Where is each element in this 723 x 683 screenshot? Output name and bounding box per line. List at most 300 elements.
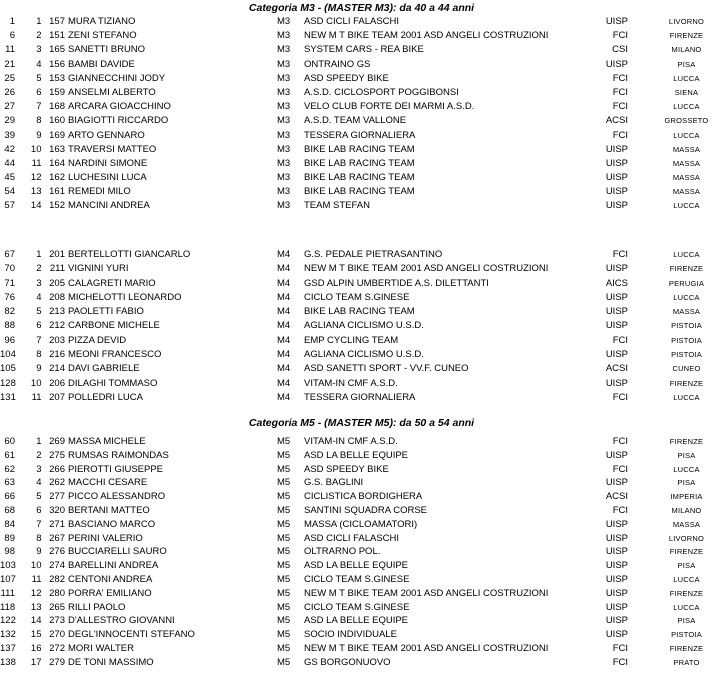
category-position: 2 [36, 263, 42, 275]
result-row [0, 335, 723, 349]
result-row [0, 491, 723, 505]
result-row [0, 602, 723, 616]
bib-number: 162 [49, 172, 65, 184]
overall-position: 84 [4, 518, 15, 530]
result-row [0, 30, 723, 44]
category-code: M5 [277, 629, 291, 641]
category-position: 9 [36, 546, 42, 558]
federation: FCI [612, 656, 628, 668]
rider-name: ARCARA GIOACCHINO [68, 101, 171, 113]
team-name: NEW M T BIKE TEAM 2001 ASD ANGELI COSTRUZIONI [304, 587, 549, 599]
category-code: M3 [277, 86, 291, 98]
city: MILANO [671, 45, 702, 55]
city: PISA [677, 478, 696, 488]
team-name: ASD LA BELLE EQUIPE [304, 449, 409, 461]
overall-position: 1 [9, 16, 15, 27]
overall-position: 45 [4, 172, 15, 184]
team-name: NEW M T BIKE TEAM 2001 ASD ANGELI COSTRUZIONI [304, 263, 549, 275]
city: FIRENZE [669, 437, 704, 446]
rider-name: BERTANI MATTEO [68, 504, 150, 516]
federation: UISP [605, 601, 628, 613]
overall-position: 39 [4, 129, 15, 141]
category-code: M3 [277, 143, 291, 155]
category-code: M3 [277, 101, 291, 113]
team-name: ASD CICLI FALASCHI [304, 16, 400, 27]
rider-name: NARDINI SIMONE [68, 157, 148, 169]
overall-position: 6 [9, 30, 15, 42]
bib-number: 266 [49, 463, 65, 475]
federation: UISP [605, 560, 628, 572]
category-code: M4 [277, 320, 291, 332]
category-code: M3 [277, 16, 291, 27]
federation: UISP [605, 320, 628, 332]
category-code: M3 [277, 172, 291, 184]
overall-position: 62 [4, 463, 15, 475]
rider-name: GIANNECCHINI JODY [68, 72, 166, 84]
rider-name: ANSELMI ALBERTO [68, 86, 156, 98]
city: FIRENZE [669, 31, 704, 41]
bib-number: 160 [49, 115, 65, 127]
category-code: M3 [277, 58, 291, 70]
city: PISA [677, 616, 696, 626]
overall-position: 76 [4, 291, 15, 303]
team-name: BIKE LAB RACING TEAM [304, 157, 415, 169]
federation: UISP [605, 263, 628, 275]
city: PRATO [673, 657, 700, 667]
city: GROSSETO [664, 116, 709, 126]
city: LUCCA [673, 250, 700, 259]
federation: UISP [605, 16, 628, 27]
rider-name: BARELLINI ANDREA [68, 560, 159, 572]
city: PISA [677, 561, 696, 571]
overall-position: 29 [4, 115, 15, 127]
overall-position: 27 [4, 101, 15, 113]
category-code: M5 [277, 504, 291, 516]
city: PISTOIA [671, 321, 702, 331]
city: FIRENZE [669, 588, 704, 598]
category-position: 6 [36, 504, 42, 516]
rider-name: PICCO ALESSANDRO [68, 491, 166, 503]
bib-number: 151 [49, 30, 65, 42]
rider-name: BIAGIOTTI RICCARDO [68, 115, 169, 127]
overall-position: 96 [4, 334, 15, 346]
team-name: NEW M T BIKE TEAM 2001 ASD ANGELI COSTRUZIONI [304, 642, 549, 654]
federation: AICS [605, 277, 628, 289]
federation: UISP [605, 546, 628, 558]
category-position: 6 [36, 86, 42, 98]
bib-number: 270 [49, 629, 65, 641]
bib-number: 280 [49, 587, 65, 599]
city: LUCCA [673, 392, 700, 402]
category-position: 17 [30, 656, 42, 668]
federation: UISP [605, 200, 628, 212]
overall-position: 128 [0, 377, 16, 389]
category-position: 7 [36, 101, 42, 113]
category-code: M4 [277, 363, 291, 375]
city: LIVORNO [668, 17, 705, 26]
category-code: M5 [277, 560, 291, 572]
team-name: TESSERA GIORNALIERA [304, 391, 416, 403]
federation: ACSI [605, 491, 628, 503]
overall-position: 67 [4, 249, 15, 260]
team-name: CICLO TEAM S.GINESE [304, 291, 410, 303]
bib-number: 168 [49, 101, 65, 113]
result-row [0, 115, 723, 129]
category-position: 7 [36, 518, 42, 530]
category-position: 4 [36, 291, 42, 303]
category-position: 15 [30, 629, 42, 641]
result-row [0, 588, 723, 602]
federation: UISP [605, 349, 628, 361]
category-position: 16 [30, 642, 42, 654]
federation: CSI [612, 44, 628, 56]
result-row [0, 200, 723, 214]
bib-number: 152 [49, 200, 65, 212]
rider-name: MORI WALTER [68, 642, 134, 654]
category-code: M3 [277, 129, 291, 141]
category-code: M5 [277, 491, 291, 503]
result-row [0, 363, 723, 377]
rider-name: DE TONI MASSIMO [68, 656, 154, 668]
bib-number: 161 [49, 186, 65, 198]
overall-position: 63 [4, 477, 15, 489]
bib-number: 165 [49, 44, 65, 56]
result-row [0, 158, 723, 172]
overall-position: 88 [4, 320, 15, 332]
result-row [0, 44, 723, 58]
city: PISA [677, 59, 696, 69]
category-position: 13 [30, 601, 42, 613]
category-m4-rows [0, 249, 723, 406]
result-row [0, 477, 723, 491]
result-row [0, 378, 723, 392]
overall-position: 118 [0, 601, 16, 613]
city: LUCCA [673, 73, 700, 83]
category-code: M4 [277, 291, 291, 303]
overall-position: 61 [4, 449, 15, 461]
category-code: M3 [277, 72, 291, 84]
category-code: M5 [277, 477, 291, 489]
team-name: AGLIANA CICLISMO U.S.D. [304, 320, 424, 332]
rider-name: MACCHI CESARE [68, 477, 148, 489]
bib-number: 208 [49, 291, 65, 303]
federation: UISP [605, 449, 628, 461]
category-m3-rows [0, 16, 723, 215]
bib-number: 275 [49, 449, 65, 461]
team-name: BIKE LAB RACING TEAM [304, 306, 415, 318]
overall-position: 66 [4, 491, 15, 503]
city: LUCCA [673, 102, 700, 112]
federation: FCI [612, 249, 628, 260]
city: LUCCA [673, 464, 700, 474]
bib-number: 279 [49, 656, 65, 668]
federation: FCI [612, 334, 628, 346]
overall-position: 21 [4, 58, 15, 70]
overall-position: 104 [0, 349, 16, 361]
result-row [0, 643, 723, 657]
category-code: M5 [277, 546, 291, 558]
team-name: G.S. PEDALE PIETRASANTINO [304, 249, 443, 260]
team-name: MASSA (CICLOAMATORI) [304, 518, 418, 530]
result-row [0, 306, 723, 320]
category-position: 5 [36, 306, 42, 318]
overall-position: 122 [0, 615, 16, 627]
result-row [0, 560, 723, 574]
city: FIRENZE [669, 643, 704, 653]
category-position: 5 [36, 491, 42, 503]
category-position: 9 [36, 363, 42, 375]
team-name: ASD LA BELLE EQUIPE [304, 615, 409, 627]
category-code: M3 [277, 157, 291, 169]
category-code: M5 [277, 615, 291, 627]
team-name: SANTINI SQUADRA CORSE [304, 504, 427, 516]
overall-position: 137 [0, 642, 16, 654]
overall-position: 60 [4, 436, 15, 447]
federation: UISP [605, 306, 628, 318]
overall-position: 132 [0, 629, 16, 641]
category-m3-header: Categoria M3 - (MASTER M3): da 40 a 44 anni [248, 2, 475, 14]
city: PISTOIA [671, 335, 702, 345]
overall-position: 70 [4, 263, 15, 275]
bib-number: 277 [49, 491, 65, 503]
rider-name: DEGL'INNOCENTI STEFANO [68, 629, 195, 641]
rider-name: REMEDI MILO [68, 186, 131, 198]
rider-name: MASSA MICHELE [68, 436, 146, 447]
bib-number: 267 [49, 532, 65, 544]
city: PERUGIA [668, 278, 705, 288]
federation: UISP [605, 143, 628, 155]
federation: FCI [612, 129, 628, 141]
category-position: 4 [36, 58, 42, 70]
city: MASSA [672, 158, 701, 168]
category-code: M3 [277, 115, 291, 127]
city: LUCCA [673, 574, 700, 584]
federation: FCI [612, 30, 628, 42]
category-code: M4 [277, 391, 291, 403]
overall-position: 89 [4, 532, 15, 544]
bib-number: 320 [49, 504, 65, 516]
federation: UISP [605, 477, 628, 489]
team-name: BIKE LAB RACING TEAM [304, 172, 415, 184]
team-name: ONTRAINO GS [304, 58, 371, 70]
bib-number: 207 [49, 391, 65, 403]
category-m5-rows [0, 436, 723, 671]
team-name: AGLIANA CICLISMO U.S.D. [304, 349, 424, 361]
overall-position: 111 [0, 587, 15, 599]
category-position: 9 [36, 129, 42, 141]
category-code: M4 [277, 263, 291, 275]
result-row [0, 278, 723, 292]
result-row [0, 436, 723, 450]
rider-name: RUMSAS RAIMONDAS [68, 449, 169, 461]
category-code: M5 [277, 436, 291, 447]
result-row [0, 292, 723, 306]
bib-number: 214 [49, 363, 65, 375]
team-name: TEAM STEFAN [304, 200, 370, 212]
team-name: A.S.D. TEAM VALLONE [304, 115, 407, 127]
result-row [0, 320, 723, 334]
category-position: 7 [36, 334, 42, 346]
category-code: M4 [277, 277, 291, 289]
city: PISA [677, 450, 696, 460]
rider-name: ARTO GENNARO [68, 129, 145, 141]
overall-position: 42 [4, 143, 15, 155]
city: FIRENZE [669, 378, 704, 388]
category-position: 2 [36, 30, 42, 42]
result-row [0, 263, 723, 277]
bib-number: 159 [49, 86, 65, 98]
bib-number: 282 [49, 573, 65, 585]
category-position: 12 [30, 587, 42, 599]
category-position: 2 [36, 449, 42, 461]
bib-number: 265 [49, 601, 65, 613]
category-position: 14 [30, 200, 42, 212]
category-position: 1 [36, 249, 42, 260]
bib-number: 169 [49, 129, 65, 141]
city: MASSA [672, 519, 701, 529]
city: MASSA [672, 173, 701, 183]
result-row [0, 16, 723, 30]
bib-number: 216 [49, 349, 65, 361]
team-name: TESSERA GIORNALIERA [304, 129, 416, 141]
rider-name: PORRA' EMILIANO [68, 587, 152, 599]
overall-position: 138 [0, 656, 16, 668]
team-name: GS BORGONUOVO [304, 656, 391, 668]
city: LUCCA [673, 201, 700, 211]
bib-number: 272 [49, 642, 65, 654]
city: PISTOIA [671, 350, 702, 360]
category-position: 3 [36, 277, 42, 289]
rider-name: DAVI GABRIELE [68, 363, 140, 375]
rider-name: CARBONE MICHELE [68, 320, 160, 332]
category-position: 11 [31, 157, 42, 169]
rider-name: CALAGRETI MARIO [68, 277, 156, 289]
federation: FCI [612, 436, 628, 447]
bib-number: 269 [49, 436, 65, 447]
bib-number: 211 [49, 263, 65, 275]
overall-position: 103 [0, 560, 16, 572]
rider-name: MEONI FRANCESCO [68, 349, 162, 361]
rider-name: RILLI PAOLO [68, 601, 126, 613]
federation: ACSI [605, 363, 628, 375]
overall-position: 105 [0, 363, 16, 375]
bib-number: 203 [49, 334, 65, 346]
team-name: ASD SPEEDY BIKE [304, 463, 389, 475]
category-position: 3 [36, 44, 42, 56]
result-row [0, 87, 723, 101]
bib-number: 153 [49, 72, 65, 84]
bib-number: 157 [49, 16, 65, 27]
bib-number: 156 [49, 58, 65, 70]
team-name: CICLISTICA BORDIGHERA [304, 491, 423, 503]
rider-name: ZENI STEFANO [68, 30, 137, 42]
bib-number: 271 [49, 518, 65, 530]
result-row [0, 144, 723, 158]
rider-name: PIZZA DEVID [68, 334, 127, 346]
category-code: M5 [277, 656, 291, 668]
federation: UISP [605, 532, 628, 544]
result-row [0, 533, 723, 547]
bib-number: 213 [49, 306, 65, 318]
team-name: BIKE LAB RACING TEAM [304, 143, 415, 155]
result-row [0, 450, 723, 464]
rider-name: PAOLETTI FABIO [68, 306, 144, 318]
result-row [0, 657, 723, 671]
rider-name: DILAGHI TOMMASO [68, 377, 158, 389]
team-name: VELO CLUB FORTE DEI MARMI A.S.D. [304, 101, 475, 113]
team-name: G.S. BAGLINI [304, 477, 364, 489]
federation: UISP [605, 615, 628, 627]
result-row [0, 546, 723, 560]
city: CUNEO [672, 364, 701, 374]
category-code: M5 [277, 518, 291, 530]
team-name: VITAM-IN CMF A.S.D. [304, 377, 398, 389]
result-row [0, 505, 723, 519]
result-row [0, 186, 723, 200]
category-position: 8 [36, 532, 42, 544]
federation: ACSI [605, 115, 628, 127]
rider-name: VIGNINI YURI [68, 263, 129, 275]
result-row [0, 392, 723, 406]
team-name: SOCIO INDIVIDUALE [304, 629, 397, 641]
result-row [0, 73, 723, 87]
team-name: SYSTEM CARS - REA BIKE [304, 44, 424, 56]
city: FIRENZE [669, 264, 704, 274]
rider-name: POLLEDRI LUCA [68, 391, 143, 403]
overall-position: 57 [4, 200, 15, 212]
overall-position: 131 [0, 391, 16, 403]
federation: UISP [605, 573, 628, 585]
bib-number: 262 [49, 477, 65, 489]
category-position: 8 [36, 349, 42, 361]
city: FIRENZE [669, 547, 704, 557]
result-row [0, 249, 723, 263]
city: MASSA [672, 144, 701, 154]
category-position: 1 [36, 16, 42, 27]
city: PISTOIA [671, 630, 702, 640]
rider-name: LUCHESINI LUCA [68, 172, 147, 184]
result-row [0, 464, 723, 478]
category-code: M4 [277, 249, 291, 260]
category-code: M5 [277, 587, 291, 599]
category-code: M4 [277, 306, 291, 318]
city: LUCCA [673, 130, 700, 140]
team-name: BIKE LAB RACING TEAM [304, 186, 415, 198]
result-row [0, 59, 723, 73]
rider-name: BUCCIARELLI SAURO [68, 546, 167, 558]
city: LUCCA [673, 602, 700, 612]
federation: UISP [605, 186, 628, 198]
result-row [0, 629, 723, 643]
city: LIVORNO [668, 533, 705, 543]
category-position: 11 [31, 573, 42, 585]
rider-name: MANCINI ANDREA [68, 200, 150, 212]
team-name: EMP CYCLING TEAM [304, 334, 399, 346]
category-position: 13 [30, 186, 42, 198]
category-position: 10 [30, 377, 42, 389]
rider-name: MURA TIZIANO [68, 16, 136, 27]
result-row [0, 101, 723, 115]
category-code: M5 [277, 642, 291, 654]
rider-name: D'ALLESTRO GIOVANNI [68, 615, 175, 627]
federation: FCI [612, 101, 628, 113]
bib-number: 276 [49, 546, 65, 558]
category-code: M4 [277, 334, 291, 346]
bib-number: 274 [49, 560, 65, 572]
federation: FCI [612, 86, 628, 98]
bib-number: 273 [49, 615, 65, 627]
overall-position: 26 [4, 86, 15, 98]
